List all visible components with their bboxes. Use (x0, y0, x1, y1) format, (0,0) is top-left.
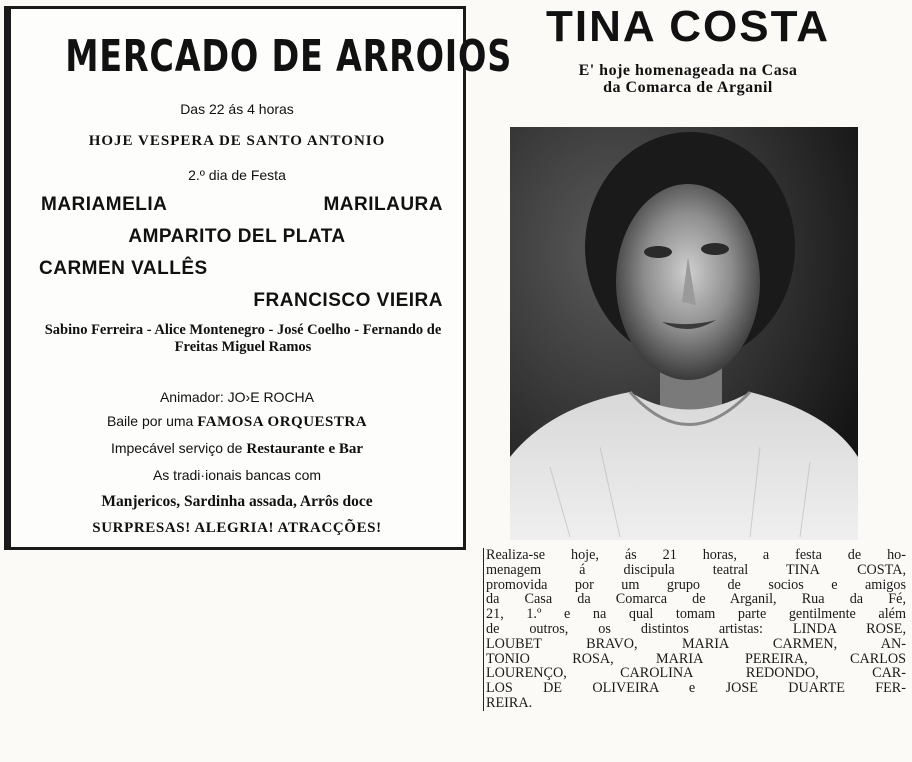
article-line: TONIO ROSA, MARIA PEREIRA, CARLOS (486, 650, 906, 667)
article-subhead-line-2: da Comarca de Arganil (603, 79, 773, 96)
ad-artist-amparito: AMPARITO DEL PLATA (128, 226, 346, 247)
article-line: REIRA. (486, 694, 533, 711)
ad-festival-day: 2.º dia de Festa (188, 167, 286, 183)
ad-bancas: As tradi·ionais bancas com (152, 467, 322, 483)
article-line: de outros, os distintos artistas: LINDA ROSE, (486, 620, 906, 637)
ad-servico-restaurante: Restaurante e Bar (246, 441, 364, 457)
article-line: promovida por um grupo de socios e amigos (486, 576, 906, 593)
article-subhead-line-1: E' hoje homenageada na Casa (578, 62, 798, 79)
article-line: da Casa da Comarca de Arganil, Rua da Fé, (486, 591, 906, 608)
ad-artist-francisco: FRANCISCO VIEIRA (253, 290, 443, 311)
ad-baile-prefix: Baile por uma (106, 413, 194, 429)
portrait-image (510, 127, 858, 540)
ad-artist-marilaura: MARILAURA (323, 194, 443, 215)
article-line: LOURENÇO, CAROLINA REDONDO, CAR- (486, 665, 906, 682)
article-line: 21, 1.º e na qual tomam parte gentilmente além (486, 606, 906, 623)
ad-slogan: SURPRESAS! ALEGRIA! ATRACÇÕES! (92, 520, 382, 536)
article-line: LOUBET BRAVO, MARIA CARMEN, AN- (486, 635, 906, 652)
ad-comidas: Manjericos, Sardinha assada, Arrôs doce (101, 493, 373, 510)
article-subhead (478, 62, 898, 96)
ad-servico-prefix: Impecável serviço de (110, 440, 243, 456)
ad-artist-carmen: CARMEN VALLÊS (39, 258, 208, 279)
portrait-photo (510, 127, 858, 540)
ad-animador: Animador: JO›E ROCHA (159, 389, 315, 405)
article-line: menagem á discipula teatral TINA COSTA, (486, 561, 906, 578)
article-headline: TINA COSTA (546, 2, 830, 51)
ad-hours: Das 22 ás 4 horas (180, 101, 294, 117)
article-line: Realiza-se hoje, ás 21 horas, a festa de ho- (486, 547, 906, 563)
ad-artist-mariamelia: MARIAMELIA (41, 194, 168, 215)
ad-supporting-artists: Sabino Ferreira - Alice Montenegro - José Coelho - Fernando de Freitas Miguel Ramos (44, 322, 442, 355)
ad-title: MERCADO DE ARROIOS (65, 31, 513, 82)
article-line: LOS DE OLIVEIRA e JOSE DUARTE FER- (486, 680, 906, 697)
ad-servico (11, 440, 463, 458)
article-body (483, 548, 906, 711)
ad-baile (11, 413, 463, 431)
mercado-advertisement (4, 6, 513, 550)
ad-baile-orquestra: FAMOSA ORQUESTRA (197, 414, 368, 430)
ad-vespera: HOJE VESPERA DE SANTO ANTONIO (88, 133, 386, 149)
